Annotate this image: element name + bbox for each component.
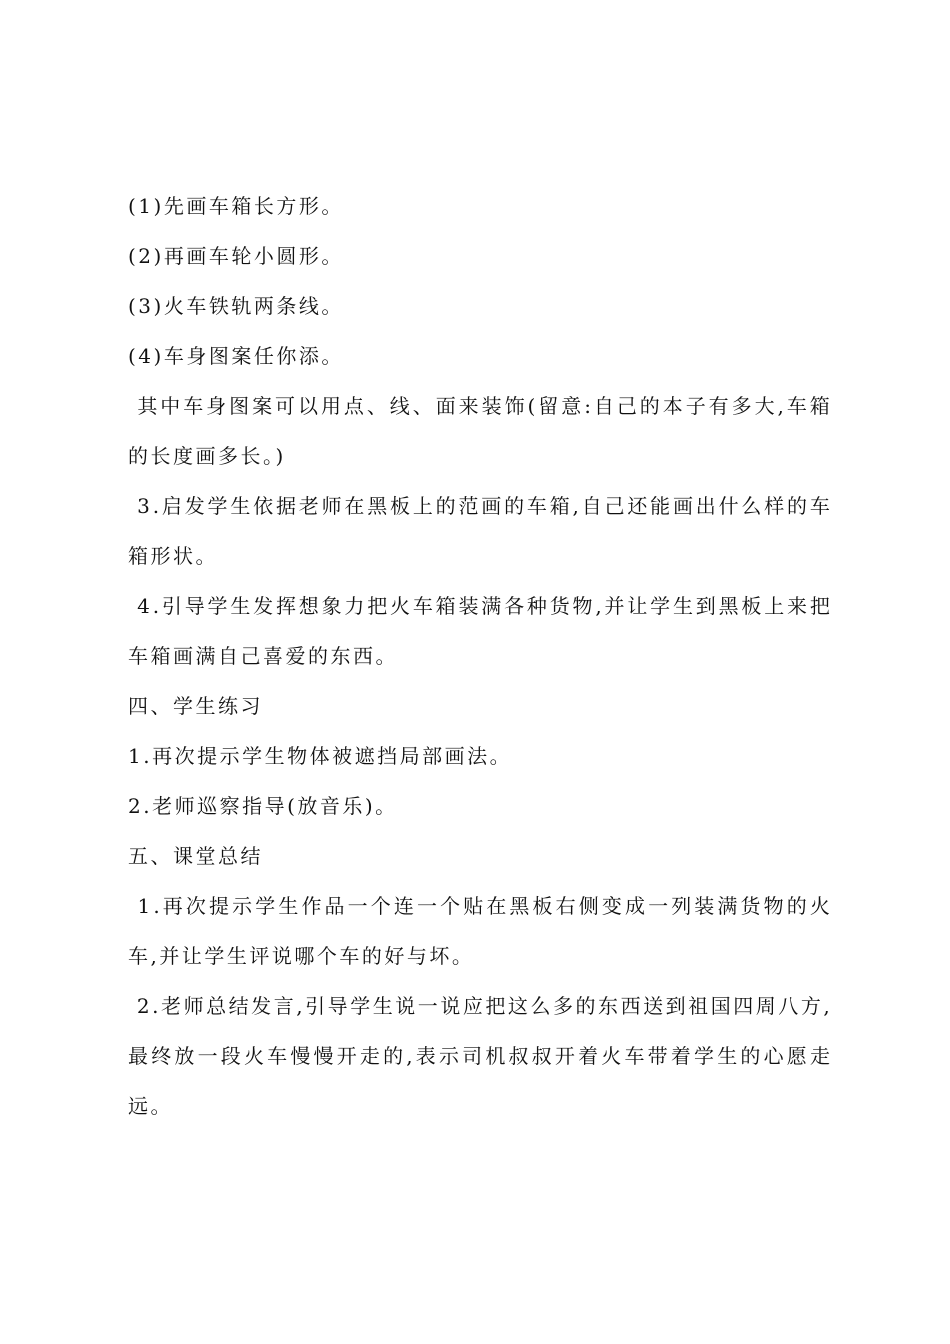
text-char: 在	[344, 494, 365, 518]
text-char: 么	[741, 494, 762, 518]
text-char: 八	[778, 994, 799, 1018]
text-char: 4	[137, 594, 150, 618]
text-line: 的长度画多长。)	[128, 444, 286, 468]
text-char: 次	[185, 894, 206, 918]
text-char: 贴	[463, 894, 484, 918]
text-char: 放	[174, 1044, 195, 1068]
text-char: 出	[695, 494, 716, 518]
text-char: 车	[267, 1044, 288, 1068]
text-char: 自	[581, 494, 602, 518]
text-char: 学	[350, 994, 371, 1018]
text-char: 自	[593, 394, 614, 418]
text-char: 箱	[809, 394, 830, 418]
text-char: 画	[481, 494, 502, 518]
text-char: 样	[764, 494, 785, 518]
text-char: 3	[137, 494, 150, 518]
text-char: 说	[440, 994, 461, 1018]
text-char: 可	[275, 394, 296, 418]
text-char: 引	[161, 594, 182, 618]
text-char: 黑	[367, 494, 388, 518]
text-char: 满	[481, 594, 502, 618]
text-char: 线	[389, 394, 410, 418]
text-char: 来	[458, 394, 479, 418]
text-char: 装	[458, 594, 479, 618]
text-char: 箱	[435, 594, 456, 618]
text-line: 车,并让学生评说哪个车的好与坏。	[128, 944, 475, 968]
text-char: 学	[207, 494, 228, 518]
text-char: 让	[627, 594, 648, 618]
text-char: 四	[733, 994, 754, 1018]
text-line	[128, 893, 830, 919]
text-line: 车箱画满自己喜爱的东西。	[128, 644, 398, 668]
text-char: 着	[670, 1044, 691, 1068]
text-char: 应	[462, 994, 483, 1018]
text-char: 生	[717, 1044, 738, 1068]
section-heading: 五、课堂总结	[128, 844, 263, 868]
text-char: 火	[601, 1044, 622, 1068]
text-char: 意	[561, 394, 582, 418]
text-char: 上	[412, 494, 433, 518]
text-char: 到	[695, 594, 716, 618]
text-char: 表	[415, 1044, 436, 1068]
text-char: 其	[137, 394, 158, 418]
text-char: 引	[305, 994, 326, 1018]
text-char: 物	[572, 594, 593, 618]
text-char: 愿	[786, 1044, 807, 1068]
text-char: 到	[665, 994, 686, 1018]
text-char: 生	[372, 994, 393, 1018]
text-char: 一	[347, 894, 368, 918]
text-char: 货	[740, 894, 761, 918]
text-char	[128, 893, 134, 919]
text-char: 装	[694, 894, 715, 918]
text-char: 终	[151, 1044, 172, 1068]
text-char: 物	[763, 894, 784, 918]
text-char: 学	[650, 594, 671, 618]
text-char: 发	[253, 594, 274, 618]
text-char: 生	[278, 894, 299, 918]
text-line	[128, 993, 830, 1019]
text-char: 示	[232, 894, 253, 918]
text-char: ,	[572, 494, 579, 518]
text-line: 箱形状。	[128, 544, 218, 568]
text-char: 段	[220, 1044, 241, 1068]
text-char: 这	[507, 994, 528, 1018]
text-char: 最	[128, 1044, 148, 1068]
text-char: 启	[161, 494, 182, 518]
text-char: 学	[255, 894, 276, 918]
text-char: 据	[275, 494, 296, 518]
text-char: 个	[370, 894, 391, 918]
text-char: 的	[575, 994, 596, 1018]
text-char: .	[152, 594, 160, 618]
text-char: 右	[555, 894, 576, 918]
text-char: 司	[462, 1044, 483, 1068]
text-char: 满	[717, 894, 738, 918]
text-char: 用	[320, 394, 341, 418]
text-char: 心	[763, 1044, 784, 1068]
text-char: 中	[160, 394, 181, 418]
text-char: 案	[252, 394, 273, 418]
text-line: (1)先画车箱长方形。	[128, 194, 344, 218]
text-char: 品	[324, 894, 345, 918]
text-char: 侧	[578, 894, 599, 918]
text-char: 方	[800, 994, 821, 1018]
text-line: 远。	[128, 1094, 173, 1118]
text-char: 的	[740, 1044, 761, 1068]
text-char: 导	[327, 994, 348, 1018]
text-char: 黑	[509, 894, 530, 918]
text-char: 并	[604, 594, 625, 618]
text-char: 列	[671, 894, 692, 918]
text-char: 子	[685, 394, 706, 418]
text-char: 、	[412, 394, 433, 418]
text-char: 慢	[313, 1044, 334, 1068]
text-char: 结	[228, 994, 249, 1018]
text-char: 的	[504, 494, 525, 518]
text-line	[128, 593, 830, 619]
text-char: 货	[549, 594, 570, 618]
text-char	[128, 993, 134, 1019]
text-char: 以	[297, 394, 318, 418]
text-char: 成	[624, 894, 645, 918]
text-char: 的	[786, 894, 807, 918]
text-char: 么	[530, 994, 551, 1018]
text-char: 的	[435, 494, 456, 518]
text-char: 师	[321, 494, 342, 518]
text-char: 机	[485, 1044, 506, 1068]
text-char: 示	[438, 1044, 459, 1068]
text-char: 的	[639, 394, 660, 418]
text-char: 一	[197, 1044, 218, 1068]
text-char: 多	[552, 994, 573, 1018]
text-char: 在	[486, 894, 507, 918]
text-char: ,	[777, 394, 784, 418]
text-char: 学	[207, 594, 228, 618]
text-char: 火	[243, 1044, 264, 1068]
text-char: 一	[648, 894, 669, 918]
text-char	[128, 393, 134, 419]
text-char: 想	[298, 594, 319, 618]
text-char: 慢	[290, 1044, 311, 1068]
text-char: 画	[672, 494, 693, 518]
text-char: 板	[741, 594, 762, 618]
text-char: 言	[273, 994, 294, 1018]
text-char: 着	[578, 1044, 599, 1068]
text-char: 饰	[504, 394, 525, 418]
text-char: (	[527, 394, 536, 418]
text-char: 老	[161, 994, 182, 1018]
text-char: 叔	[531, 1044, 552, 1068]
text-char: 生	[230, 594, 251, 618]
text-char	[128, 593, 134, 619]
text-char: 种	[526, 594, 547, 618]
text-char: 送	[643, 994, 664, 1018]
text-char: 来	[787, 594, 807, 618]
text-line	[128, 493, 830, 519]
text-char	[128, 493, 134, 519]
text-char: 多	[731, 394, 752, 418]
text-char: 再	[162, 894, 183, 918]
text-char: 说	[395, 994, 416, 1018]
text-char: 车	[412, 594, 433, 618]
text-char: 各	[504, 594, 525, 618]
text-char: 总	[206, 994, 227, 1018]
text-char: ,	[823, 994, 830, 1018]
text-char: 师	[183, 994, 204, 1018]
text-char: 有	[708, 394, 729, 418]
text-char: 板	[532, 894, 553, 918]
text-char: 一	[417, 994, 438, 1018]
text-char: 依	[253, 494, 274, 518]
text-char: 作	[301, 894, 322, 918]
text-line: (4)车身图案任你添。	[128, 344, 344, 368]
text-char: 装	[481, 394, 502, 418]
text-char: 把	[809, 594, 830, 618]
text-char: :	[584, 394, 591, 418]
text-char: 板	[390, 494, 411, 518]
text-char: 身	[206, 394, 227, 418]
text-char: 己	[616, 394, 637, 418]
text-char: 点	[343, 394, 364, 418]
text-char: 大	[754, 394, 775, 418]
text-char: 的	[787, 494, 807, 518]
text-char: 导	[184, 594, 205, 618]
text-char: 图	[229, 394, 250, 418]
text-char: 国	[710, 994, 731, 1018]
text-char: 箱	[549, 494, 570, 518]
text-char: 范	[458, 494, 479, 518]
text-char: 叔	[508, 1044, 529, 1068]
text-char: 西	[620, 994, 641, 1018]
text-char: 上	[764, 594, 785, 618]
text-char: 、	[366, 394, 387, 418]
text-char: 的	[383, 1044, 404, 1068]
text-char: 车	[809, 494, 830, 518]
text-char: 学	[694, 1044, 715, 1068]
text-char: 黑	[718, 594, 739, 618]
text-char: 2	[136, 994, 150, 1018]
text-line	[128, 393, 830, 419]
text-char: 开	[554, 1044, 575, 1068]
text-char: 生	[672, 594, 693, 618]
text-char: 走	[809, 1044, 830, 1068]
text-char: 面	[435, 394, 456, 418]
text-line: (3)火车铁轨两条线。	[128, 294, 344, 318]
text-char: 车	[183, 394, 204, 418]
text-char: 一	[416, 894, 437, 918]
text-char: 己	[604, 494, 625, 518]
text-char: 火	[809, 894, 830, 918]
text-char: .	[152, 494, 160, 518]
text-char: .	[152, 994, 159, 1018]
text-line: (2)再画车轮小圆形。	[128, 244, 344, 268]
text-char: 留	[538, 394, 559, 418]
text-char: 火	[390, 594, 411, 618]
text-char: 老	[298, 494, 319, 518]
text-char: 生	[230, 494, 251, 518]
section-heading: 四、学生练习	[128, 694, 263, 718]
text-line	[128, 1043, 830, 1069]
text-char: 个	[440, 894, 461, 918]
text-char: .	[153, 894, 160, 918]
text-char: 1	[137, 894, 151, 918]
text-char: 开	[336, 1044, 357, 1068]
text-line: 2.老师巡察指导(放音乐)。	[128, 794, 398, 818]
text-char: 带	[647, 1044, 668, 1068]
text-char: 把	[485, 994, 506, 1018]
text-char: 车	[786, 394, 807, 418]
text-char: 周	[755, 994, 776, 1018]
text-line: 1.再次提示学生物体被遮挡局部画法。	[128, 744, 513, 768]
text-char: 力	[344, 594, 365, 618]
text-char: 本	[662, 394, 683, 418]
text-char: 挥	[275, 594, 296, 618]
text-char: 走	[359, 1044, 380, 1068]
text-char: 发	[251, 994, 272, 1018]
text-char: 车	[526, 494, 547, 518]
text-char: 车	[624, 1044, 645, 1068]
text-char: ,	[595, 594, 602, 618]
text-char: 东	[598, 994, 619, 1018]
text-char: 祖	[688, 994, 709, 1018]
text-char: ,	[296, 994, 303, 1018]
text-char: 还	[627, 494, 648, 518]
text-char: 变	[601, 894, 622, 918]
text-char: 象	[321, 594, 342, 618]
text-char: 把	[367, 594, 388, 618]
text-char: 发	[184, 494, 205, 518]
text-char: 提	[209, 894, 229, 918]
text-char: ,	[406, 1044, 413, 1068]
text-char: 能	[650, 494, 671, 518]
text-char: 什	[718, 494, 739, 518]
text-char: 连	[393, 894, 414, 918]
